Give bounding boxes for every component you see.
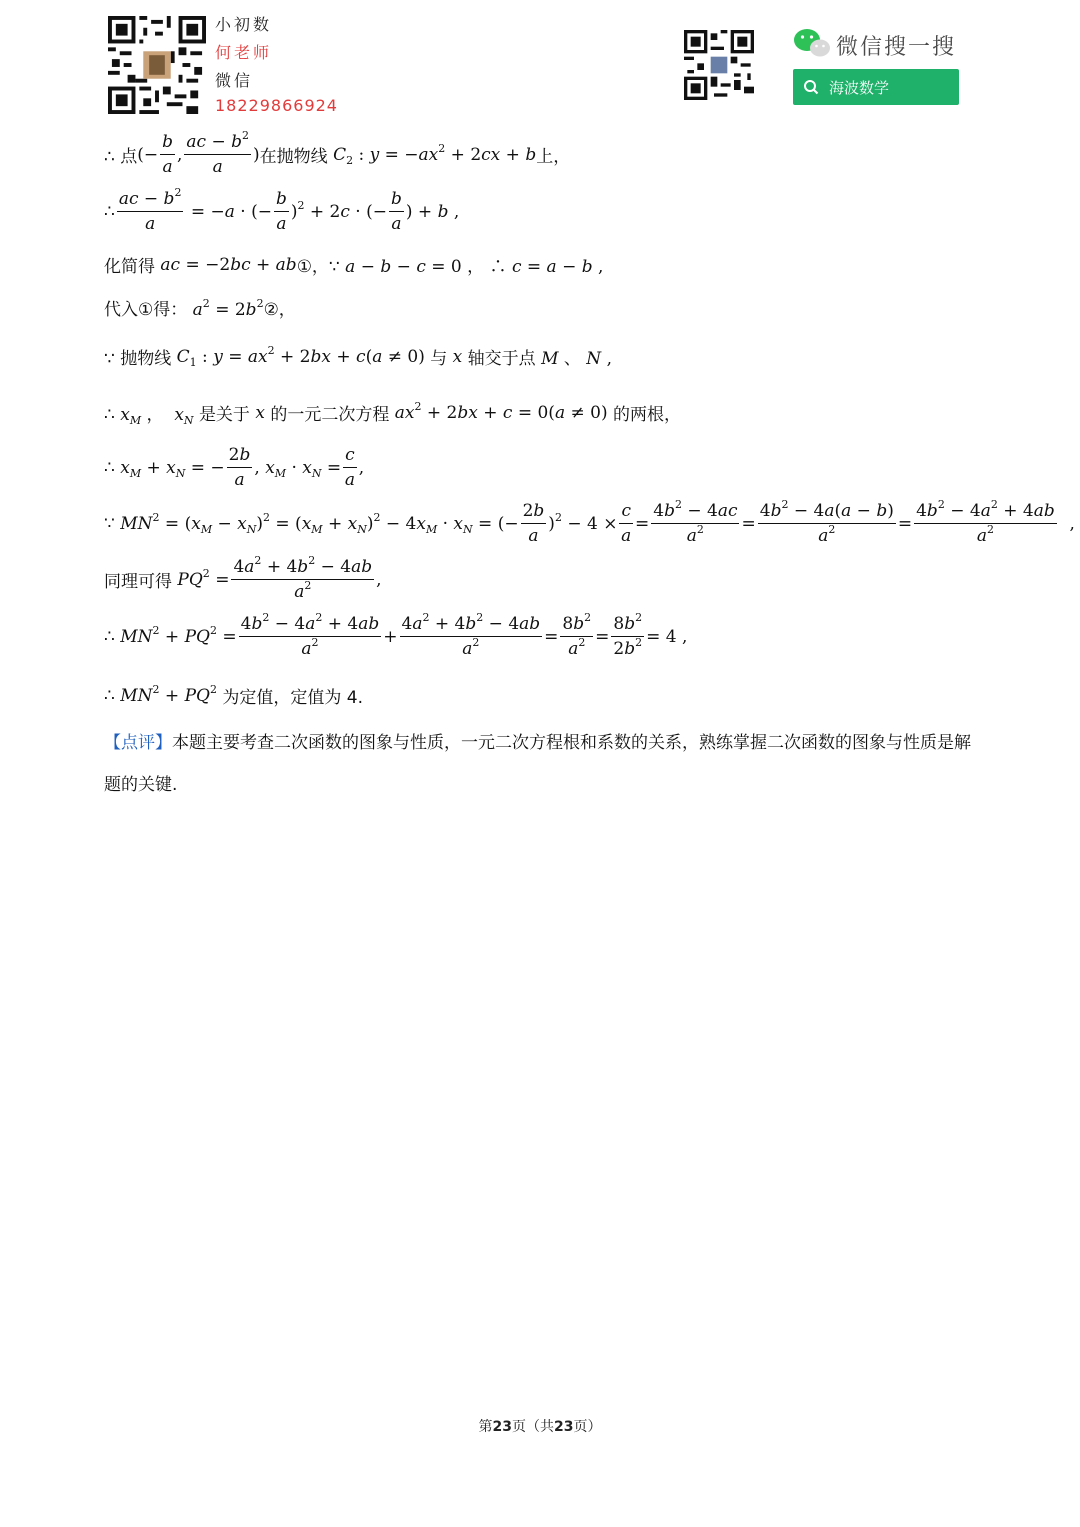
- l5-mid: 与: [430, 349, 448, 369]
- wechat-search-title: 微信搜一搜: [836, 35, 957, 60]
- qr-code-left: [108, 16, 206, 114]
- l5-cn: ∵ 抛物线: [104, 349, 172, 369]
- wechat-search-label: 海波数学: [829, 78, 890, 97]
- l6-mid2: 的一元二次方程: [270, 405, 390, 425]
- solution-line-8: ∵ $MN^2 = (x_M - x_N)^2 = (x_M + x_N)^2 - 4x_M \cdot x_N$ = (− $\frac{2b}{a}$ )$^2$ − 4 × $\frac{c}{a}$ = $\frac{4b^2 - 4ac}{a^2}$ = $\frac{4b^2 - 4a(a - b)}{a^2}$ = $\frac{4b^2 - 4a^2 + 4ab}{a^2}$ ,: [104, 498, 1075, 546]
- footer-post: 页）: [573, 1419, 602, 1435]
- wechat-logo-icon: [792, 27, 832, 59]
- l6-end: 的两根，: [612, 405, 681, 425]
- frac-ac-b2-over-a: $\frac{ac - b^2}{a}$: [186, 129, 250, 177]
- hand-phone: 18229866924: [215, 96, 338, 115]
- l3-mid: ①，∵: [296, 257, 340, 277]
- l1-mid: 在抛物线: [259, 147, 328, 167]
- l5-end: 轴交于点: [467, 349, 536, 369]
- l1-suffix: 上，: [536, 147, 571, 167]
- hand-line-2: 何老师: [215, 43, 273, 62]
- commentary-tag: 【点评】: [104, 733, 172, 753]
- l6-mid: 是关于: [198, 405, 250, 425]
- footer-mid: 页（共: [512, 1419, 554, 1435]
- footer-total: 23: [554, 1419, 574, 1435]
- commentary: [104, 722, 984, 806]
- solution-line-9: 同理可得 $PQ^2$ = $\frac{4a^2 + 4b^2 - 4ab}{a^2}$ ,: [104, 554, 382, 602]
- footer-page: 23: [492, 1419, 512, 1435]
- solution-line-2: ∴ $\frac{ac - b^2}{a}$ = −a · (− $\frac{b}{a}$ )$^2$ + 2c · (− $\frac{b}{a}$ ) + b ,: [104, 186, 460, 234]
- l1-prefix: ∴ 点: [104, 147, 138, 167]
- hand-line-1: 小初数: [215, 15, 273, 34]
- footer-pre: 第: [478, 1419, 493, 1435]
- search-icon: [803, 79, 819, 95]
- solution-line-3: 化简得 ac = −2bc + ab ①，∵ a − b − c = 0 ， ∴ c = a − b ,: [104, 252, 603, 277]
- page-footer: [0, 1416, 1080, 1436]
- solution-line-1: ∴ 点 (− $\frac{b}{a}$ , $\frac{ac - b^2}{a}$ ) 在抛物线 $C_2$ : $y = -ax^2 + 2cx + b$ 上，: [104, 129, 571, 177]
- wechat-search-button[interactable]: [793, 69, 959, 105]
- solution-line-5: ∵ 抛物线 $C_1$ : $y = ax^2 + 2bx + c(a \ne 0)$ 与 x 轴交于点 M 、 N ,: [104, 343, 612, 369]
- l4-cn: 代入①得：: [104, 300, 188, 320]
- l9-cn: 同理可得: [104, 572, 172, 592]
- frac-b-over-a: $\frac{b}{a}$: [162, 132, 174, 177]
- hand-line-3: 微信: [215, 71, 254, 90]
- l11-cn: 为定值，定值为 4.: [222, 688, 364, 708]
- solution-line-11: ∴ $MN^2 + PQ^2$ 为定值，定值为 4.: [104, 682, 364, 708]
- commentary-text: 本题主要考查二次函数的图象与性质，一元二次方程根和系数的关系，熟练掌握二次函数的图象与性质是解题的关键.: [104, 733, 971, 795]
- solution-line-4: 代入①得： $a^2$ = $2b^2②$，: [104, 297, 296, 320]
- l3-cn: 化简得: [104, 257, 155, 277]
- solution-line-10: ∴ $MN^2 + PQ^2$ = $\frac{4b^2 - 4a^2 + 4ab}{a^2}$ + $\frac{4a^2 + 4b^2 - 4ab}{a^2}$ = $\frac{8b^2}{a^2}$ = $\frac{8b^2}{2b^2}$ = 4 ,: [104, 611, 688, 659]
- solution-line-6: ∴ $x_M$ ， $x_N$ 是关于 x 的一元二次方程 $ax^2 + 2bx + c = 0(a \ne 0)$ 的两根，: [104, 399, 681, 427]
- qr-code-right: [684, 30, 754, 100]
- solution-line-7: ∴ $x_M + x_N$ = − $\frac{2b}{a}$ , $x_M \cdot x_N$ = $\frac{c}{a}$ ,: [104, 445, 365, 490]
